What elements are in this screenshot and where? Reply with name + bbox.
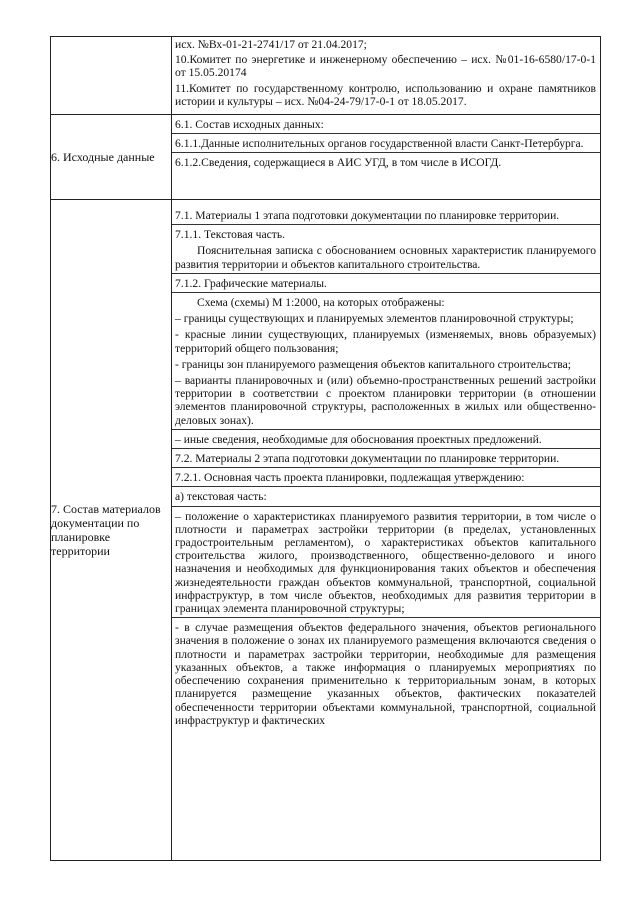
- section-heading: 7.2.1. Основная часть проекта планировки, подлежащая утверждению:: [172, 467, 600, 486]
- section-heading: 7.1.2. Графические материалы.: [172, 273, 600, 292]
- section-heading: 7.2. Материалы 2 этапа подготовки документации по планировке территории.: [172, 448, 600, 467]
- paragraph: 6.1.2.Сведения, содержащиеся в АИС УГД, в том числе в ИСОГД.: [172, 152, 600, 171]
- row-label-source-data: [51, 115, 172, 200]
- materials-cell: [172, 200, 601, 861]
- row-label-materials: [51, 200, 172, 861]
- source-data-cell: [172, 115, 601, 200]
- list-item: - красные линии существующих, планируемых (изменяемых, вновь образуемых) территорий общего пользования;: [175, 328, 596, 355]
- list-item: - границы зон планируемого размещения объектов капитального строительства;: [175, 357, 571, 371]
- paragraph: Пояснительная записка с обоснованием основных характеристик планируемого развития территории и объектов капитального строительства.: [175, 244, 596, 271]
- source-line: 11.Комитет по государственному контролю, использованию и охране памятников истории и культуры – исх. №04-24-79/17-0-1 от 18.05.2017.: [175, 81, 596, 108]
- list-item: – границы существующих и планируемых элементов планировочной структуры;: [175, 312, 574, 326]
- section-heading: 7.1.1. Текстовая часть.: [172, 224, 600, 243]
- source-line: исх. №Вх-01-21-2741/17 от 21.04.2017;: [175, 38, 367, 51]
- list-item: – иные сведения, необходимые для обоснования проектных предложений.: [172, 429, 600, 448]
- row-label-text: 6. Исходные данные: [51, 150, 155, 164]
- table-row: [51, 37, 601, 115]
- terms-table: [50, 36, 601, 861]
- list-item: – варианты планировочных и (или) объемно-пространственных решений застройки территории в соответствии с проектом планировки территории (в отношении элементов планировочной структуры, расположенных в жилых или общественно-деловых зонах).: [175, 374, 596, 427]
- paragraph: Схема (схемы) М 1:2000, на которых отображены:: [172, 292, 600, 311]
- paragraph: 6.1. Состав исходных данных:: [175, 118, 324, 131]
- paragraph: - в случае размещения объектов федерального значения, объектов регионального значения в положение о зонах их планируемого размещения включаются сведения о плотности и параметрах застройки территории, необходимые для размещения указанных объектов, а также информация о планируемых мероприятиях по обеспечению сохранения применительно к территориальным зонам, в которых планируется размещение указанных объектов, фактических показателей обеспеченности территории объектами коммунальной, транспортной, социальной инфраструктур и фактических: [172, 617, 600, 729]
- row-label-empty: [51, 37, 172, 115]
- row-label-text: 7. Состав материалов документации по планировке территории: [51, 502, 161, 558]
- table-row: [51, 115, 601, 200]
- sources-cell: [172, 37, 601, 115]
- source-line: 10.Комитет по энергетике и инженерному обеспечению – исх. №01-16-6580/17-0-1 от 15.05.20174: [175, 53, 596, 80]
- paragraph: 6.1.1.Данные исполнительных органов государственной власти Санкт-Петербурга.: [172, 133, 600, 152]
- table-row: [51, 200, 601, 861]
- section-heading: 7.1. Материалы 1 этапа подготовки документации по планировке территории.: [175, 209, 560, 222]
- paragraph: а) текстовая часть:: [172, 486, 600, 505]
- paragraph: – положение о характеристиках планируемого развития территории, в том числе о плотности и параметрах застройки территории (в пределах, установленных градостроительным регламентом), о характеристиках объектов капитального строительства жилого, производственного, общественно-делового и иного назначения и необходимых для функционирования таких объектов и обеспечения жизнедеятельности граждан объектов коммунальной, транспортной, социальной инфраструктур, в том числе объектов, необходимых для развития территории в границах элемента планировочной структуры;: [172, 506, 600, 618]
